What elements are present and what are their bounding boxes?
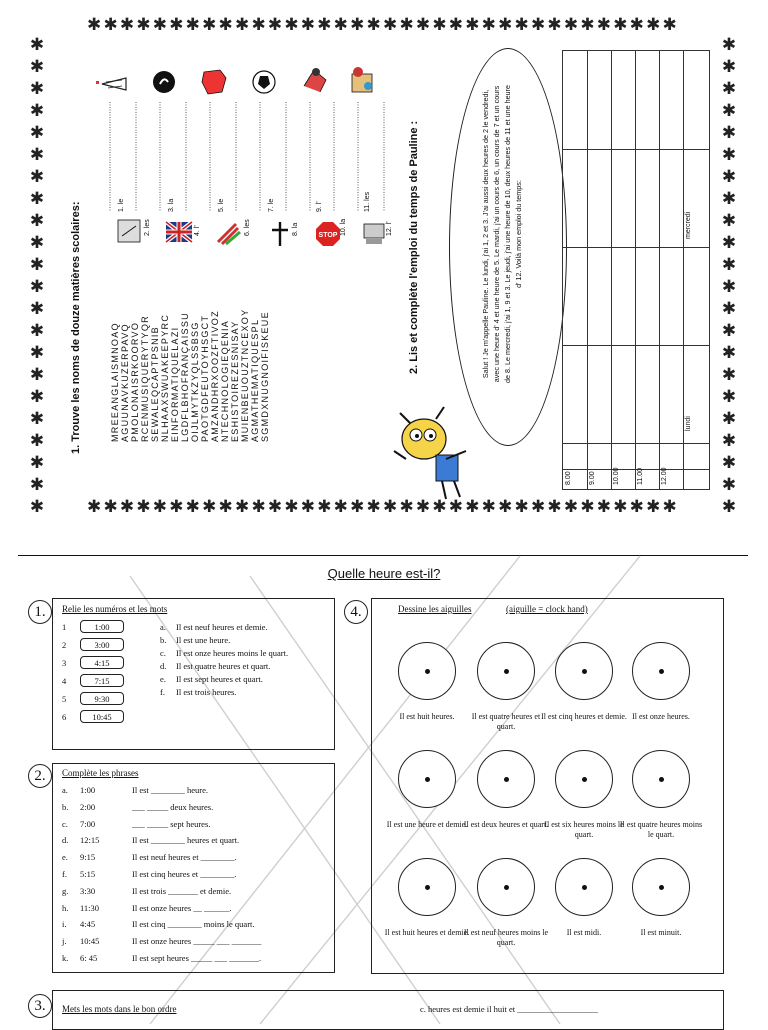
france-map-icon (202, 70, 226, 94)
item-label: 5. le (218, 198, 225, 212)
stop-sign-icon (316, 222, 340, 246)
row-sentence: Il est ________ heure. (132, 785, 209, 795)
clock-caption: Il est une heure et demie. (386, 820, 468, 829)
clock-center-dot (582, 777, 587, 782)
section-4-heading-note: (aiguille = clock hand) (506, 604, 588, 614)
time-box: 10:45 (80, 710, 124, 723)
svg-text:STOP: STOP (318, 232, 338, 239)
row-time: 7:00 (80, 818, 96, 829)
match-letter: b. (160, 635, 167, 645)
match-number: 3 (62, 658, 67, 668)
clock-face[interactable] (477, 750, 535, 808)
item-label: 12. l' (386, 221, 393, 236)
wordsearch-row: OIJLMYTKZYQLSSBSG (190, 321, 200, 442)
clock-center-dot (659, 777, 664, 782)
clock-center-dot (425, 777, 430, 782)
row-letter: d. (62, 835, 69, 846)
row-time: 2:00 (80, 801, 96, 812)
section-2-number: 2. (28, 764, 52, 788)
eiffel-tower-icon (96, 78, 126, 90)
star-border-right: ✱✱✱✱✱✱✱✱✱✱✱✱✱✱✱✱✱✱✱✱✱✱ (721, 35, 737, 516)
wordsearch-row: SEWALEQCAPTPSNIB (150, 326, 160, 442)
time-box: 3:00 (80, 638, 124, 651)
item-label: 2. les (144, 219, 151, 236)
match-letter: e. (160, 674, 166, 684)
row-time: 9:15 (80, 852, 96, 863)
clock-center-dot (504, 885, 509, 890)
match-number: 6 (62, 712, 67, 722)
clock-caption: Il est midi. (566, 928, 602, 937)
match-letter: c. (160, 648, 166, 658)
item-label: 1. le (118, 198, 125, 212)
clock-caption: Il est quatre heures et quart. (471, 712, 541, 731)
wordsearch-row: PAOTGDFEUTOYHSGCT (200, 314, 210, 442)
clock-face[interactable] (632, 858, 690, 916)
clock-face[interactable] (555, 642, 613, 700)
row-letter: e. (62, 852, 68, 863)
clock-center-dot (504, 669, 509, 674)
wordsearch-row: LGDFLBHOFRANÇAISSU (180, 312, 190, 442)
section-1-number: 1. (28, 600, 52, 624)
row-sentence: Il est cinq heures et ________. (132, 869, 237, 879)
wordsearch-row: NLHAAXSWUAKEEPYRC (160, 313, 170, 442)
row-sentence: ___ _____ deux heures. (132, 801, 214, 812)
item-label: 8. la (292, 222, 299, 236)
wordsearch-row: SGMDXNUGNOIFISKEUE (260, 311, 270, 442)
section-4-heading: Dessine les aiguilles (398, 604, 472, 614)
section-3-heading: Mets les mots dans le bon ordre (62, 1004, 177, 1014)
row-letter: c. (62, 818, 68, 829)
row-letter: a. (62, 785, 68, 795)
time-box: 9:30 (80, 692, 124, 705)
wordsearch-grid (110, 232, 268, 446)
section-1-heading: Relie les numéros et les mots (62, 604, 168, 614)
time-box: 4:15 (80, 656, 124, 669)
section-3-item-c: c. heures est demie il huit et ___________________ (420, 1004, 598, 1014)
clock-face[interactable] (398, 750, 456, 808)
time-label: 11.00 (637, 468, 644, 485)
top-worksheet (26, 14, 740, 518)
match-letter: f. (160, 687, 165, 697)
clock-center-dot (659, 669, 664, 674)
computer-icon (364, 224, 384, 244)
row-sentence: Il est onze heures _____ ___ _______ (132, 936, 262, 947)
football-icon (253, 71, 275, 93)
pencils-icon (218, 224, 240, 244)
row-letter: f. (62, 869, 67, 879)
row-sentence: Il est ________ heures et quart. (132, 835, 240, 846)
dancer-icon (304, 68, 326, 92)
row-time: 11:30 (80, 902, 100, 913)
day-label-mercredi: mercredi (685, 211, 692, 239)
star-border-top: ✱✱✱✱✱✱✱✱✱✱✱✱✱✱✱✱✱✱✱✱✱✱✱✱✱✱✱✱✱✱✱✱✱✱✱✱ (87, 15, 679, 34)
day-label-lundi: lundi (685, 416, 692, 431)
clock-face[interactable] (555, 858, 613, 916)
section2-title: 2. Lis et complète l'emploi du temps de Pauline : (408, 120, 420, 374)
row-letter: i. (62, 919, 67, 930)
clock-face[interactable] (632, 642, 690, 700)
clock-center-dot (659, 885, 664, 890)
clock-center-dot (425, 669, 430, 674)
match-letter: a. (160, 622, 166, 632)
time-box: 1:00 (80, 620, 124, 633)
subject-pictures (66, 62, 406, 252)
item-label: 6. les (244, 219, 251, 236)
item-label: 4. l' (194, 225, 201, 236)
wordsearch-row: AMZANDHRXOOZFTIVOZ (210, 310, 220, 442)
wordsearch-row: PMOLONAISRKOORVO (130, 321, 140, 442)
section-4-number: 4. (344, 600, 368, 624)
clock-caption: Il est huit heures et demie. (384, 928, 470, 937)
row-sentence: Il est sept heures _____ ___ _______. (132, 953, 262, 963)
match-sentence: Il est quatre heures et quart. (176, 661, 271, 671)
row-time: 10:45 (80, 936, 100, 947)
star-border-left: ✱✱✱✱✱✱✱✱✱✱✱✱✱✱✱✱✱✱✱✱✱✱ (29, 35, 45, 516)
match-sentence: Il est trois heures. (176, 687, 237, 697)
section-3-number: 3. (28, 994, 52, 1018)
row-sentence: Il est onze heures __ ______. (132, 902, 232, 913)
time-label: 10.00 (613, 467, 620, 485)
item-label: 7. le (268, 198, 275, 212)
clock-center-dot (582, 669, 587, 674)
row-time: 4:45 (80, 919, 96, 930)
row-time: 6: 45 (80, 953, 98, 963)
clock-face[interactable] (555, 750, 613, 808)
row-sentence: Il est trois _______ et demie. (132, 885, 232, 896)
row-letter: h. (62, 902, 69, 913)
row-letter: j. (62, 936, 67, 947)
time-label: 8.00 (565, 471, 572, 485)
clock-caption: Il est quatre heures moins le quart. (619, 820, 703, 839)
match-sentence: Il est onze heures moins le quart. (176, 648, 289, 658)
clock-caption: Il est six heures moins le quart. (544, 820, 624, 839)
match-letter: d. (160, 661, 167, 671)
match-number: 1 (62, 622, 67, 632)
row-sentence: Il est neuf heures et ________. (132, 852, 237, 863)
page-divider (18, 555, 748, 556)
clock-center-dot (582, 885, 587, 890)
science-icon (352, 67, 372, 92)
row-time: 12:15 (80, 835, 100, 846)
match-sentence: Il est neuf heures et demie. (176, 622, 268, 632)
wordsearch-row: MUIENBEUOUZTNCEXOY (240, 308, 250, 442)
clock-caption: Il est huit heures. (399, 712, 455, 721)
books-icon (118, 220, 140, 242)
row-time: 1:00 (80, 785, 96, 795)
clock-caption: Il est minuit. (640, 928, 682, 937)
timetable (562, 50, 710, 490)
time-box: 7:15 (80, 674, 124, 687)
clock-face[interactable] (632, 750, 690, 808)
section1-title: 1. Trouve les noms de douze matières scolaires: (70, 201, 82, 454)
wordsearch-row: AGMATHEMATIQUESPL (250, 318, 260, 442)
wordsearch-row: MREEANGLAISMNOAQ (110, 322, 120, 442)
uk-flag-icon (166, 222, 192, 242)
clock-face[interactable] (398, 642, 456, 700)
row-letter: g. (62, 885, 69, 896)
clock-caption: Il est cinq heures et demie. (541, 712, 627, 721)
item-label: 11. les (364, 191, 371, 212)
match-sentence: Il est sept heures et quart. (176, 674, 263, 684)
row-time: 5:15 (80, 869, 96, 879)
clock-caption: Il est onze heures. (632, 712, 690, 721)
clock-face[interactable] (398, 858, 456, 916)
page-title: Quelle heure est-il? (327, 566, 441, 581)
bubble-text: Salut ! Je m'appelle Pauline. Le lundi, j'ai 1, 2 et 3. J'ai aussi deux heures de 2 le vendredi, avec une heure d' 4 et une heure de 5. Le mardi, j'ai un cours de 6, un cours de 7 et un cours de 8. Le mercredi, j'ai 1, 9 et 3. Le jeudi, j'ai une heure de 10, deux heures de 11 et une heure d' 12. Voilà mon emploi du temps: (481, 85, 523, 383)
row-letter: k. (62, 953, 69, 963)
item-label: 10. la (340, 218, 347, 236)
match-number: 5 (62, 694, 67, 704)
match-number: 2 (62, 640, 67, 650)
section-2-heading: Complète les phrases (62, 768, 139, 778)
row-letter: b. (62, 801, 69, 812)
row-sentence: ___ _____ sept heures. (132, 818, 211, 829)
music-disc-icon (153, 71, 175, 93)
clock-center-dot (425, 885, 430, 890)
clock-caption: Il est deux heures et quart. (463, 820, 549, 829)
match-number: 4 (62, 676, 67, 686)
row-time: 3:30 (80, 885, 96, 896)
clock-face[interactable] (477, 858, 535, 916)
clock-center-dot (504, 777, 509, 782)
item-label: 9. l' (316, 201, 323, 212)
wordsearch-row: RCENMUSIQUERYTYQR (140, 315, 150, 442)
clock-caption: Il est neuf heures moins le quart. (463, 928, 549, 947)
cross-icon (272, 222, 288, 246)
item-label: 3. la (168, 198, 175, 212)
wordsearch-row: NTECHNOLOGIEQENIA (220, 319, 230, 442)
wordsearch-row: AGUUNAVKUZERPAVQ (120, 323, 130, 442)
star-border-bottom: ✱✱✱✱✱✱✱✱✱✱✱✱✱✱✱✱✱✱✱✱✱✱✱✱✱✱✱✱✱✱✱✱✱✱✱✱ (87, 497, 679, 516)
clock-face[interactable] (477, 642, 535, 700)
wordsearch-row: ESHISTOIREZESNISAY (230, 320, 240, 442)
row-sentence: Il est cinq ________ moins le quart. (132, 919, 255, 930)
time-label: 9.00 (589, 471, 596, 485)
match-sentence: Il est une heure. (176, 635, 231, 645)
girl-cartoon-icon (386, 399, 476, 504)
time-label: 12.00 (661, 467, 668, 485)
wordsearch-row: EINFORMATIQUELAZI (170, 326, 180, 442)
